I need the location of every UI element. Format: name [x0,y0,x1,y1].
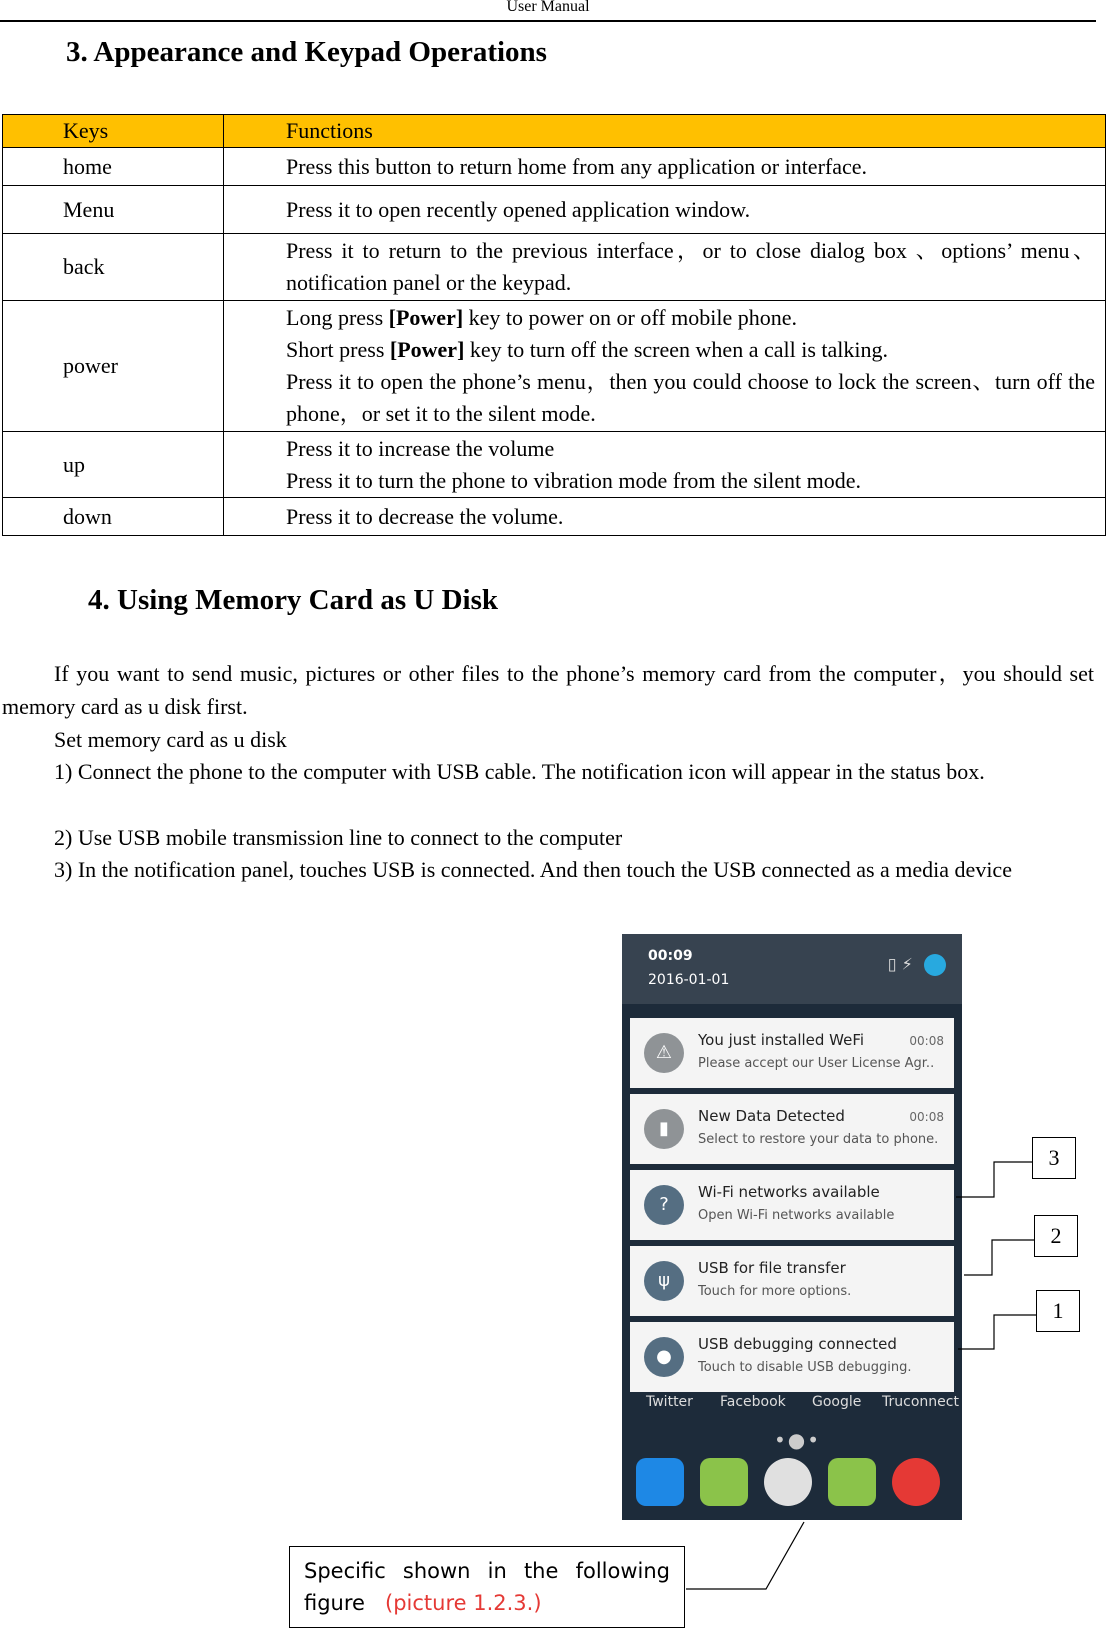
power-line-1: Long press [Power] key to power on or off mobile phone. [286,305,797,330]
battery-icon: ⚡ [901,954,913,974]
up-line-2: Press it to turn the phone to vibration mode from the silent mode. [286,467,861,493]
notification-subtitle: Touch for more options. [698,1284,852,1299]
key-up: up [3,432,224,498]
notification-subtitle: Open Wi-Fi networks available [698,1208,895,1223]
paragraph-intro: If you want to send music, pictures or other files to the phone’s memory card from the computer，you should set memory card as u disk first. [2,661,1094,719]
caption-line-1: Specific shown in the following [304,1559,670,1583]
caption-pointer-line [686,1522,804,1589]
up-line-1: Press it to increase the volume [286,435,555,461]
key-menu: Menu [3,186,224,234]
function-back: Press it to return to the previous interface，or to close dialog box 、options’ menu、notification panel or the keypad. [224,234,1106,301]
notification-time: 00:08 [909,1110,944,1124]
phone-date: 2016-01-01 [648,972,730,988]
callout-label-2: 2 [1034,1215,1078,1257]
notification-title: USB debugging connected [698,1335,897,1353]
function-menu: Press it to open recently opened application window. [224,186,1106,234]
page-dots: •●• [774,1428,822,1452]
app-truconnect[interactable]: Truconnect [882,1394,959,1410]
app-twitter[interactable]: Twitter [646,1394,693,1410]
notification-title: You just installed WeFi [698,1031,865,1049]
key-down: down [3,498,224,536]
paragraph-step-1: 1) Connect the phone to the computer with USB cable. The notification icon will appear in the status box. [54,759,985,784]
notification-subtitle: Please accept our User License Agr.. [698,1056,935,1071]
sd-card-icon: ▮ [644,1109,684,1149]
app-google[interactable]: Google [812,1394,862,1410]
no-sim-icon: ▯ [887,954,897,974]
callout-label-3: 3 [1032,1137,1076,1179]
notification-title: Wi-Fi networks available [698,1183,880,1201]
caption-line-2: figure (picture 1.2.3.) [304,1591,542,1615]
page-header: User Manual [0,0,1096,22]
android-icon: ● [644,1337,684,1377]
section-3-title: 3. Appearance and Keypad Operations [66,36,547,68]
callout-label-1: 1 [1036,1290,1080,1332]
notification-subtitle: Select to restore your data to phone. [698,1132,939,1147]
callout-line-1 [958,1315,1036,1349]
callout-line-2 [964,1240,1034,1275]
power-line-2: Short press [Power] key to turn off the screen when a call is talking. [286,337,888,362]
usb-icon: ψ [644,1261,684,1301]
function-down: Press it to decrease the volume. [224,498,1106,536]
phone-time: 00:09 [648,948,693,964]
notification-subtitle: Touch to disable USB debugging. [698,1360,912,1375]
key-home: home [3,148,224,186]
functions-header: Functions [224,115,1106,148]
key-back: back [3,234,224,301]
power-line-3: Press it to open the phone’s menu，then you could choose to lock the screen、turn off the phone，or set it to the silent mode. [286,369,1095,426]
wifi-icon: ? [644,1185,684,1225]
callout-line-3 [956,1162,1032,1197]
warning-icon: ⚠ [644,1033,684,1073]
caption-reference: (picture 1.2.3.) [385,1591,542,1615]
notification-title: New Data Detected [698,1107,845,1125]
paragraph-step-3: 3) In the notification panel, touches USB is connected. And then touch the USB connected as a media device [54,857,1012,882]
keys-header: Keys [3,115,224,148]
key-power: power [3,301,224,432]
notification-time: 00:08 [909,1034,944,1048]
paragraph-set-heading: Set memory card as u disk [54,727,287,752]
app-facebook[interactable]: Facebook [720,1394,786,1410]
paragraph-step-2: 2) Use USB mobile transmission line to connect to the computer [54,825,623,850]
function-home: Press this button to return home from any application or interface. [224,148,1106,186]
figure-caption [289,1546,685,1628]
notification-title: USB for file transfer [698,1259,846,1277]
section-4-title: 4. Using Memory Card as U Disk [88,584,499,616]
